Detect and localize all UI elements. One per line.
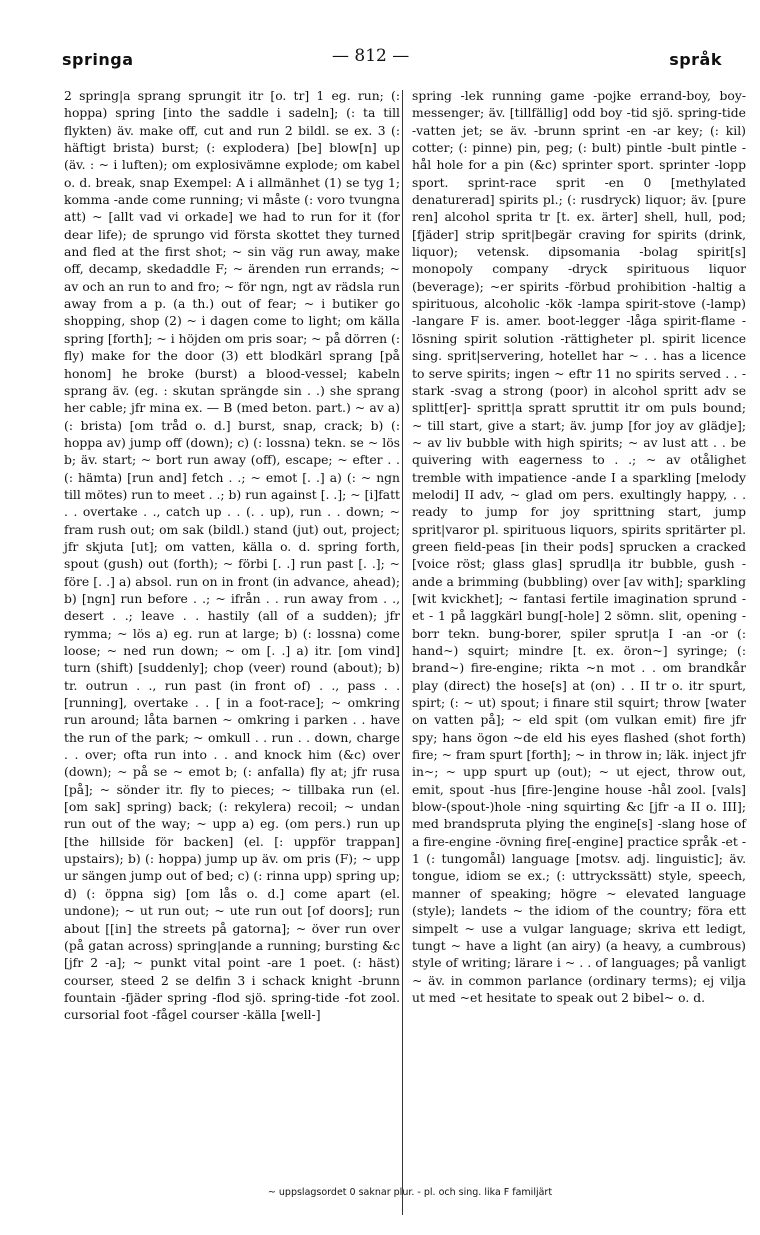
column-divider	[402, 90, 403, 1215]
page-footer-legend: ~ uppslagsordet 0 saknar plur. - pl. och sing. lika F familjärt	[267, 1187, 553, 1198]
left-column-text: 2 spring|a sprang sprungit itr [o. tr] 1 eg. run; (: hoppa) spring [into the saddle i sadeln]; (: ta till flykten) äv. make off, cut and run 2 bildl. se ex. 3 (: häftigt brista) burst; (: explodera) [be] blow[n] up (äv. : ~ i luften); om explosivämne explode; om kabel o. d. break, snap Exempel: A i allmänhet (1) se tyg 1; komma -ande come running; vi måste (: voro tvungna att) ~ [allt vad vi orkade] we had to run for it (for dear life); de sprungo vid första skottet they turned and fled at the first shot; ~ sin väg run away, make off, decamp, skedaddle F; ~ ärenden run errands; ~ av och an run to and fro; ~ för ngn, ngt av rädsla run away from a p. (a th.) out of fear; ~ i butiker go shopping, shop (2) ~ i dagen come to light; om källa spring [forth]; ~ i höjden om pris soar; ~ på dörren (: fly) make for the door (3) ett blodkärl sprang [på honom] he broke (burst) a blood-vessel; kabeln sprang äv. (eg. : skutan sprängde sin . .) she sprang her cable; jfr mina ex. — B (med beton. part.) ~ av a) (: brista) [om tråd o. d.] burst, snap, crack; b) (: hoppa av) jump off (down); c) (: lossna) tekn. se ~ lös b; äv. start; ~ bort run away (off), escape; ~ efter . . (: hämta) [run and] fetch . .; ~ emot [. .] a) (: ~ ngn till mötes) run to meet . .; b) run against [. .]; ~ [i]fatt . . overtake . ., catch up . . (. . up), run . . down; ~ fram rush out; om sak (bildl.) stand (jut) out, project; jfr skjuta [ut]; om vatten, källa o. d. spring forth, spout (gush) out (forth); ~ förbi [. .] run past [. .]; ~ före [. .] a) absol. run on in front (in advance, ahead); b) [ngn] run before . .; ~ ifrån . . run away from . ., desert . .; leave . . hastily (all of a sudden); jfr rymma; ~ lös a) eg. run at large; b) (: lossna) come loose; ~ ned run down; ~ om [. .] a) itr. [om vind] turn (shift) [suddenly]; chop (veer) round (about); b) tr. outrun . ., run past (in front of) . ., pass . . [running], overtake . . [ in a foot-race]; ~ omkring run around; låta barnen ~ omkring i parken . . have the run of the park; ~ omkull . . run . . down, charge . . over; ofta run into . . and knock him (&c) over (down); ~ på se ~ emot b; (: anfalla) fly at; jfr rusa [på]; ~ sönder itr. fly to pieces; ~ tillbaka run (el. [om sak] spring) back; (: rekylera) recoil; ~ undan run out of the way; ~ upp a) eg. (om pers.) run up [the hillside för backen] (el. [: uppför trappan] upstairs); b) (: hoppa) jump up äv. om pris (F); ~ upp ur sängen jump out of bed; c) (: rinna upp) spring up; d) (: öppna sig) [om lås o. d.] come apart (el. undone); ~ ut run out; ~ ute run out [of doors]; run about [[in] the streets på gatorna]; ~ över run over (på gatan across) spring|ande a running; bursting &c [jfr 2 -a]; ~ punkt vital point -are 1 poet. (: häst) courser, steed 2 se delfin 3 i schack knight -brunn fountain -fjäder spring -flod sjö. spring-tide -fot zool. cursorial foot -fågel courser -källa [well-]	[64, 89, 400, 1023]
header-first-word: springa	[62, 50, 134, 69]
page-number: — 812 —	[332, 46, 410, 66]
right-column-text: spring -lek running game -pojke errand-boy, boy-messenger; äv. [tillfällig] odd boy -tid sjö. spring-tide -vatten jet; se äv. -brunn sprint -en -ar key; (: kil) cotter; (: pinne) pin, peg; (: bult) pintle -bult pintle -hål hole for a pin (&c) sprinter sport. sprinter -lopp sport. sprint-race sprit -en 0 [methylated denaturerad] spirits pl.; (: rusdryck) liquor; äv. [pure ren] alcohol sprita tr [t. ex. ärter] shell, hull, pod; [fjäder] strip sprit|begär craving for spirits (drink, liquor); vetensk. dipsomania -bolag spirit[s] monopoly company -dryck spirituous liquor (beverage); ~er spirits -förbud prohibition -haltig a spirituous, alcoholic -kök -lampa spirit-stove (-lamp) -langare F is. amer. boot-legger -låga spirit-flame -lösning spirit solution -rättigheter pl. spirit licence sing. sprit|servering, hotellet har ~ . . has a licence to serve spirits; ingen ~ eftr 11 no spirits served . . -stark -svag a strong (poor) in alcohol spritt adv se splitt[er]- spritt|a spratt spruttit itr om puls bound; ~ till start, give a start; äv. jump [for joy av glädje]; ~ av liv bubble with high spirits; ~ av lust att . . be quivering with eagerness to . .; ~ av otålighet tremble with impatience -ande I a sparkling [melody melodi] II adv, ~ glad om pers. exultingly happy, . . ready to jump for joy sprittning start, jump sprit|varor pl. spirituous liquors, spirits spritärter pl. green field-peas [in their pods] sprucken a cracked [voice röst; glass glas] sprudl|a itr bubble, gush -ande a brimming (bubbling) over [av with]; sparkling [wit kvickhet]; ~ fantasi fertile imagination sprund -et - 1 på laggkärl bung[-hole] 2 sömn. slit, opening -borr tekn. bung-borer, spiler sprut|a I -an -or (: hand~) squirt; mindre [t. ex. öron~] syringe; (: brand~) fire-engine; rikta ~n mot . . om brandkår play (direct) the hose[s] at (on) . . II tr o. itr spurt, spirt; (: ~ ut) spout; i finare stil squirt; throw [water on vatten på]; ~ eld spit (om vulkan emit) fire jfr spy; hans ögon ~de eld his eyes flashed (shot forth) fire; ~ fram spurt [forth]; ~ in throw in; läk. inject jfr in~; ~ upp spurt up (out); ~ ut eject, throw out, emit, spout -hus [fire-]engine house -hål zool. [vals] blow-(spout-)hole -ning squirting &c [jfr -a II o. III]; med brandspruta plying the engine[s] -slang hose of a fire-engine -övning fire[-engine] practice språk -et - 1 (: tungomål) language [motsv. adj. linguistic]; äv. tongue, idiom se ex.; (: uttryckssätt) style, speech, manner of speaking; högre ~ elevated language (style); landets ~ the idiom of the country; föra ett simpelt ~ use a vulgar language; skriva ett ledigt, tungt ~ have a light (an airy) (a heavy, a cumbrous) style of writing; lärare i ~ . . of languages; på vanligt ~ äv. in common parlance (ordinary terms); ej vilja ut med ~et hesitate to speak out 2 bibel~ o. d.	[412, 89, 746, 1005]
left-column	[64, 88, 400, 1025]
header-last-word: språk	[669, 50, 722, 69]
right-column	[412, 88, 746, 1007]
page-header	[62, 46, 722, 74]
